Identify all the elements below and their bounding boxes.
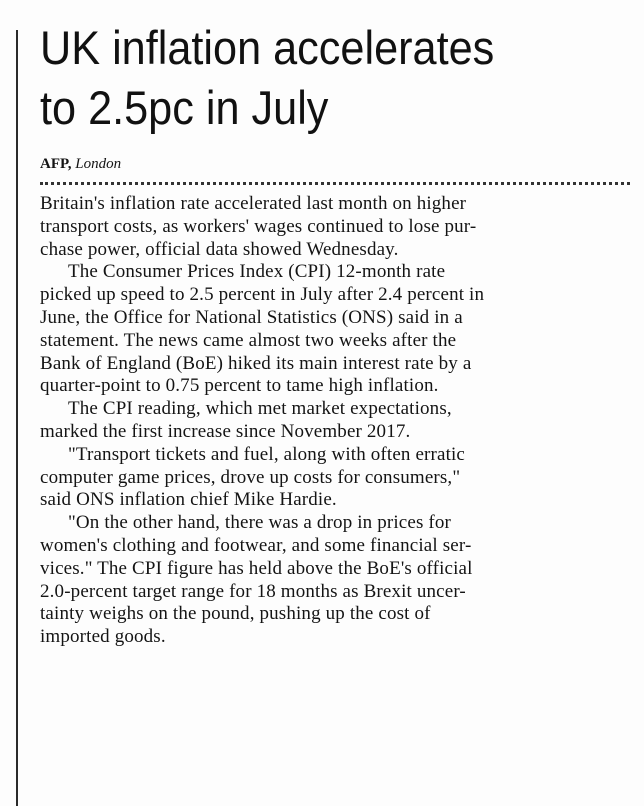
paragraph	[40, 193, 630, 261]
text-line: Britain's inflation rate accelerated last month on higher	[40, 193, 467, 214]
text-line: "On the other hand, there was a drop in prices for	[68, 512, 451, 534]
text-line: 2.0-percent target range for 18 months as Brexit uncer-	[40, 580, 466, 602]
headline-line: to 2.5pc in July	[40, 81, 329, 134]
dotted-divider	[40, 182, 630, 185]
article-body	[40, 193, 630, 649]
byline-agency: AFP,	[40, 156, 72, 172]
text-line: tainty weighs on the pound, pushing up the cost of	[40, 603, 431, 625]
paragraph	[40, 512, 630, 649]
text-line: "Transport tickets and fuel, along with often erratic	[68, 443, 466, 465]
text-line: computer game prices, drove up costs for consumers,"	[40, 466, 461, 488]
text-line: statement. The news came almost two weeks after the	[40, 329, 457, 351]
text-line: chase power, official data showed Wednesday.	[40, 238, 399, 260]
text-line: said ONS inflation chief Mike Hardie.	[40, 489, 337, 511]
byline-location: London	[75, 156, 122, 172]
text-line: The CPI reading, which met market expectations,	[68, 398, 452, 420]
text-line: women's clothing and footwear, and some financial ser-	[40, 534, 472, 556]
text-line: transport costs, as workers' wages continued to lose pur-	[40, 215, 477, 237]
headline	[40, 18, 583, 138]
text-line: quarter-point to 0.75 percent to tame high inflation.	[40, 375, 439, 397]
text-line: imported goods.	[40, 626, 166, 648]
column-rule	[16, 30, 18, 806]
headline-line: UK inflation accelerates	[40, 21, 495, 74]
article	[40, 18, 630, 649]
text-line: picked up speed to 2.5 percent in July after 2.4 percent in	[40, 284, 485, 306]
text-line: vices." The CPI figure has held above the BoE's official	[40, 557, 473, 579]
byline	[40, 154, 630, 174]
text-line: June, the Office for National Statistics (ONS) said in a	[40, 306, 463, 328]
text-line: Bank of England (BoE) hiked its main interest rate by a	[40, 352, 472, 374]
text-line: The Consumer Prices Index (CPI) 12-month rate	[68, 261, 446, 283]
text-line: marked the first increase since November 2017.	[40, 420, 411, 442]
paragraph	[40, 398, 630, 444]
paragraph	[40, 444, 630, 512]
paragraph	[40, 261, 630, 398]
